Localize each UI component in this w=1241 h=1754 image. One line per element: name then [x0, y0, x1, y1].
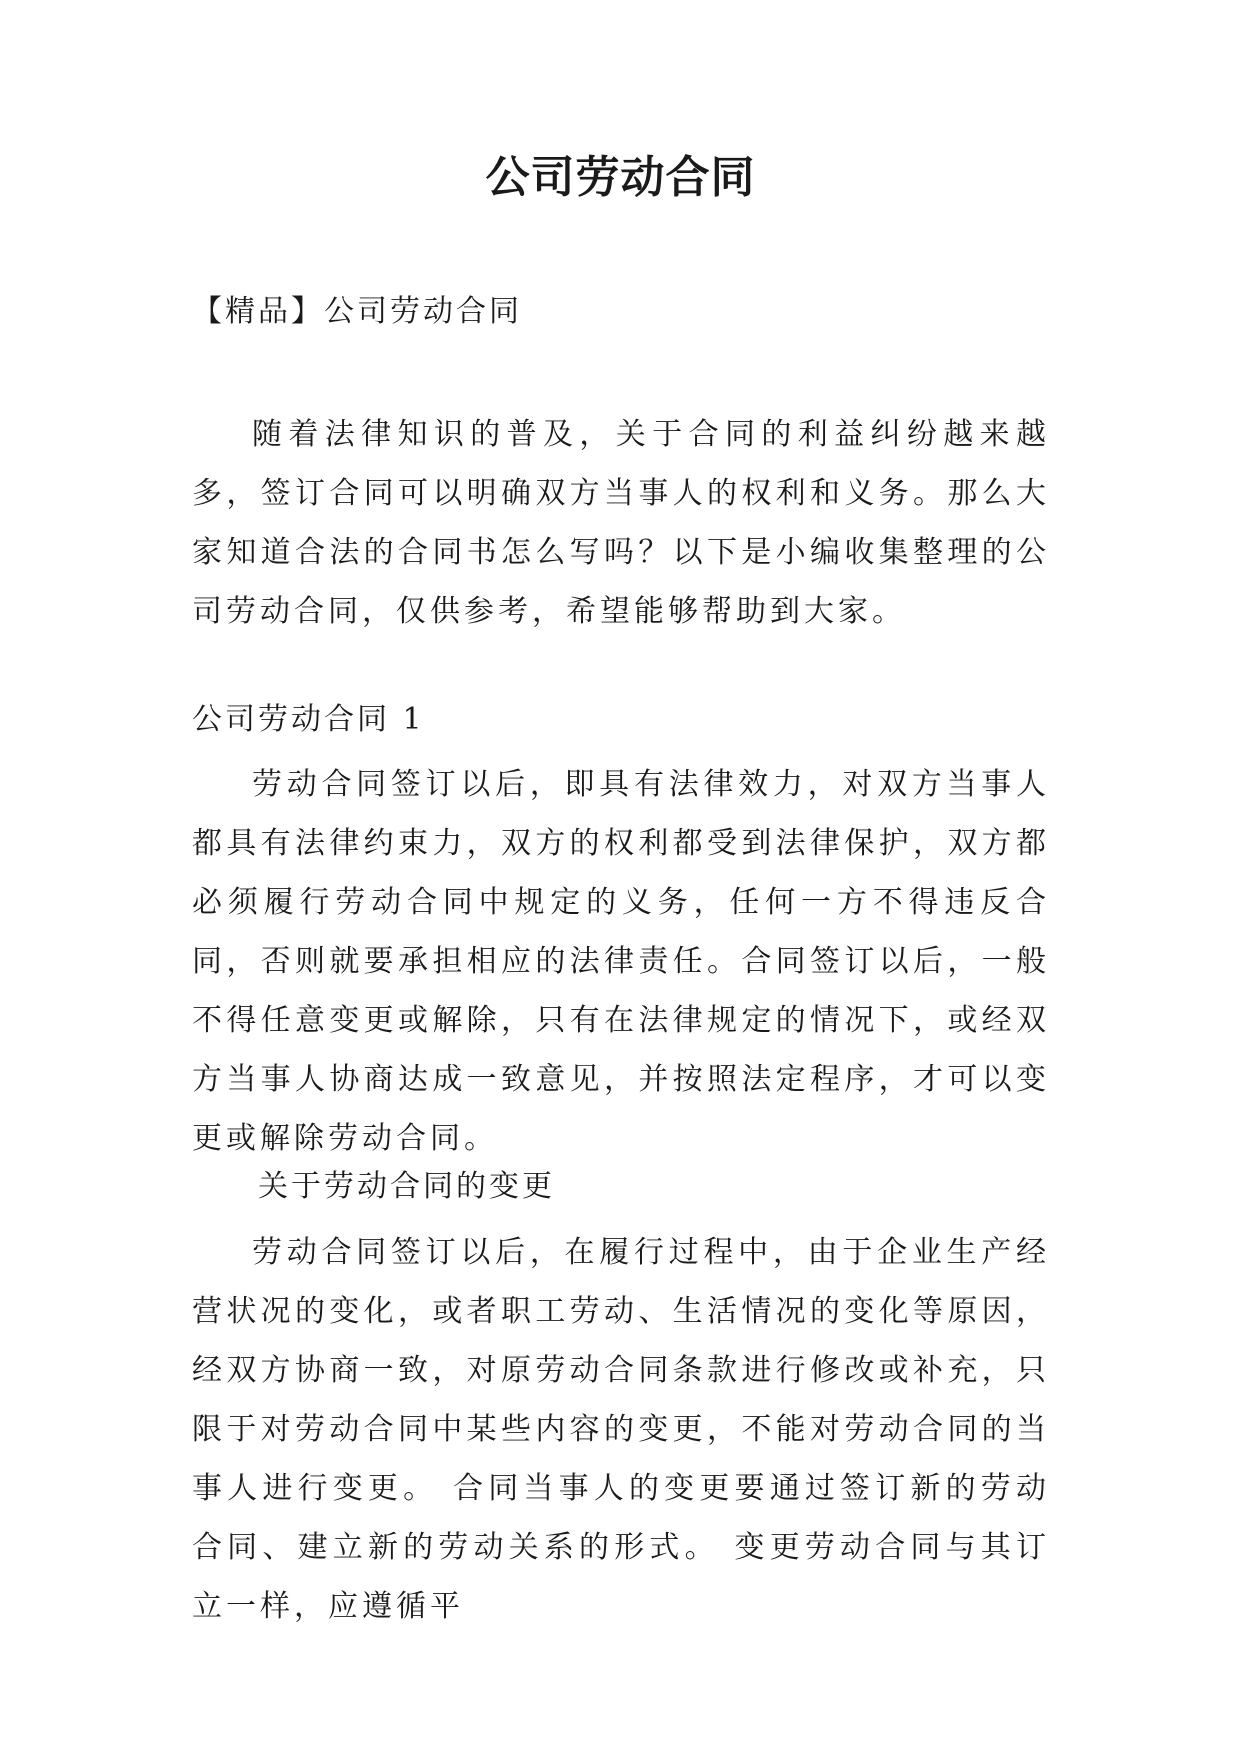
subheading-contract-change: 关于劳动合同的变更 [258, 1169, 555, 1204]
intro-paragraph: 随着法律知识的普及，关于合同的利益纠纷越来越多，签订合同可以明确双方当事人的权利和义务。那么大家知道合法的合同书怎么写吗？以下是小编收集整理的公司劳动合同，仅供参考，希望能够帮助到大家。 [192, 417, 1050, 629]
body-paragraph-2: 劳动合同签订以后，在履行过程中，由于企业生产经营状况的变化，或者职工劳动、生活情况的变化等原因，经双方协商一致，对原劳动合同条款进行修改或补充，只限于对劳动合同中某些内容的变更，不能对劳动合同的当事人进行变更。 合同当事人的变更要通过签订新的劳动合同、建立新的劳动关系的形式。 变更劳动合同与其订立一样，应遵循平 [192, 1235, 1050, 1624]
body-paragraph-1: 劳动合同签订以后，即具有法律效力，对双方当事人都具有法律约束力，双方的权利都受到法律保护，双方都必须履行劳动合同中规定的义务，任何一方不得违反合同，否则就要承担相应的法律责任。合同签订以后，一般不得任意变更或解除，只有在法律规定的情况下，或经双方当事人协商达成一致意见，并按照法定程序，才可以变更或解除劳动合同。 [192, 767, 1050, 1156]
document-subtitle: 【精品】公司劳动合同 [192, 294, 522, 329]
document-title: 公司劳动合同 [485, 152, 756, 203]
section-heading: 公司劳动合同 1 [192, 702, 425, 737]
